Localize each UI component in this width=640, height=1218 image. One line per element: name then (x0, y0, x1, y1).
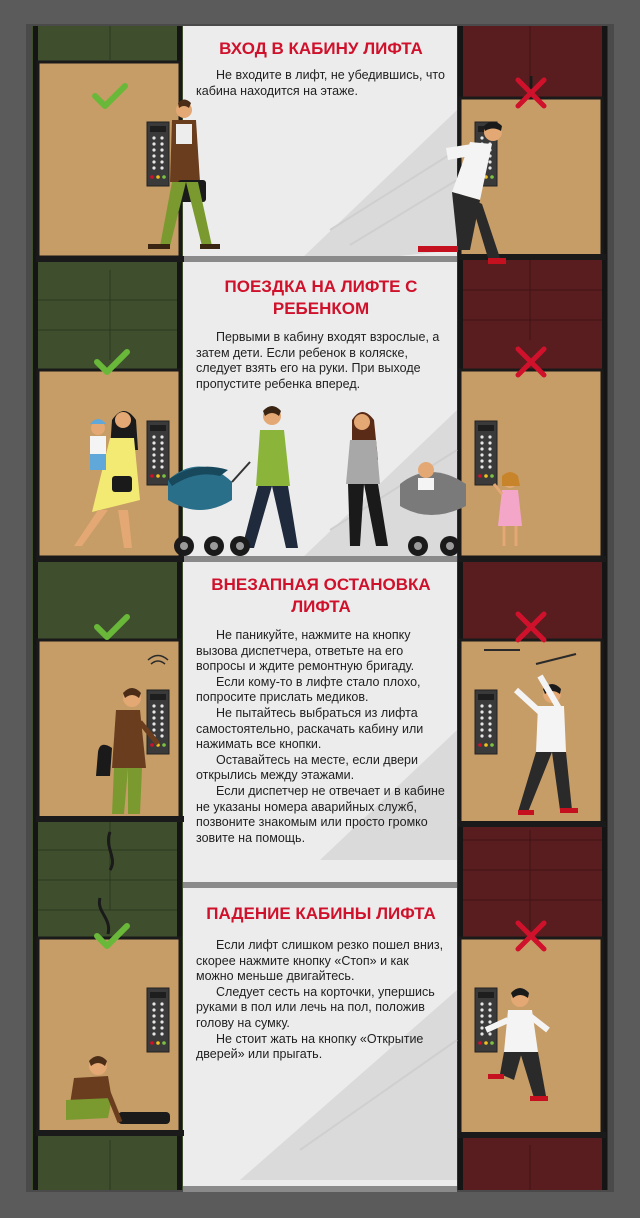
section-text (196, 628, 446, 846)
section-title: ВХОД В КАБИНУ ЛИФТА (219, 39, 423, 58)
section-title: ПОЕЗДКА НА ЛИФТЕ С РЕБЕНКОМ (224, 277, 418, 318)
section-title: ПАДЕНИЕ КАБИНЫ ЛИФТА (206, 904, 436, 923)
paragraph: Оставайтесь на месте, если двери открылись между этажами. (196, 752, 418, 783)
paragraph: Первыми в кабину входят взрослые, а затем дети. Если ребенок в коляске, следует взять его на руки. При выходе пропустите ребенка вперед. (196, 330, 440, 391)
section-child (190, 276, 452, 320)
section-title: ВНЕЗАПНАЯ ОСТАНОВКА ЛИФТА (211, 575, 431, 616)
section-text (196, 330, 446, 392)
section-stop (190, 574, 452, 618)
paragraph: Не стоит жать на кнопку «Открытие дверей» или прыгать. (196, 1031, 424, 1062)
paragraph: Следует сесть на корточки, упершись руками в пол или лечь на пол, положив голову на сумку. (196, 984, 435, 1030)
paragraph: Если лифт слишком резко пошел вниз, скорее нажмите кнопку «Стоп» и как можно меньше двигайтесь. (196, 938, 444, 984)
paragraph: Если кому-то в лифте стало плохо, попросите прислать медиков. (196, 674, 421, 705)
paragraph: Не входите в лифт, не убедившись, что кабина находится на этаже. (196, 68, 445, 98)
section-entering (190, 38, 452, 60)
section-falling (190, 903, 452, 925)
section-text (196, 938, 446, 1063)
paragraph: Не паникуйте, нажмите на кнопку вызова диспетчера, ответьте на его вопросы и ждите ремонтную бригаду. (196, 628, 415, 674)
paragraph: Не пытайтесь выбраться из лифта самостоятельно, раскачать кабину или нажимать все кнопки. (196, 705, 424, 752)
paragraph: Если диспетчер не отвечает и в кабине не указаны номера аварийных служб, позвоните знакомым или просто громко зовите на помощь. (196, 783, 445, 845)
section-text (196, 68, 446, 99)
